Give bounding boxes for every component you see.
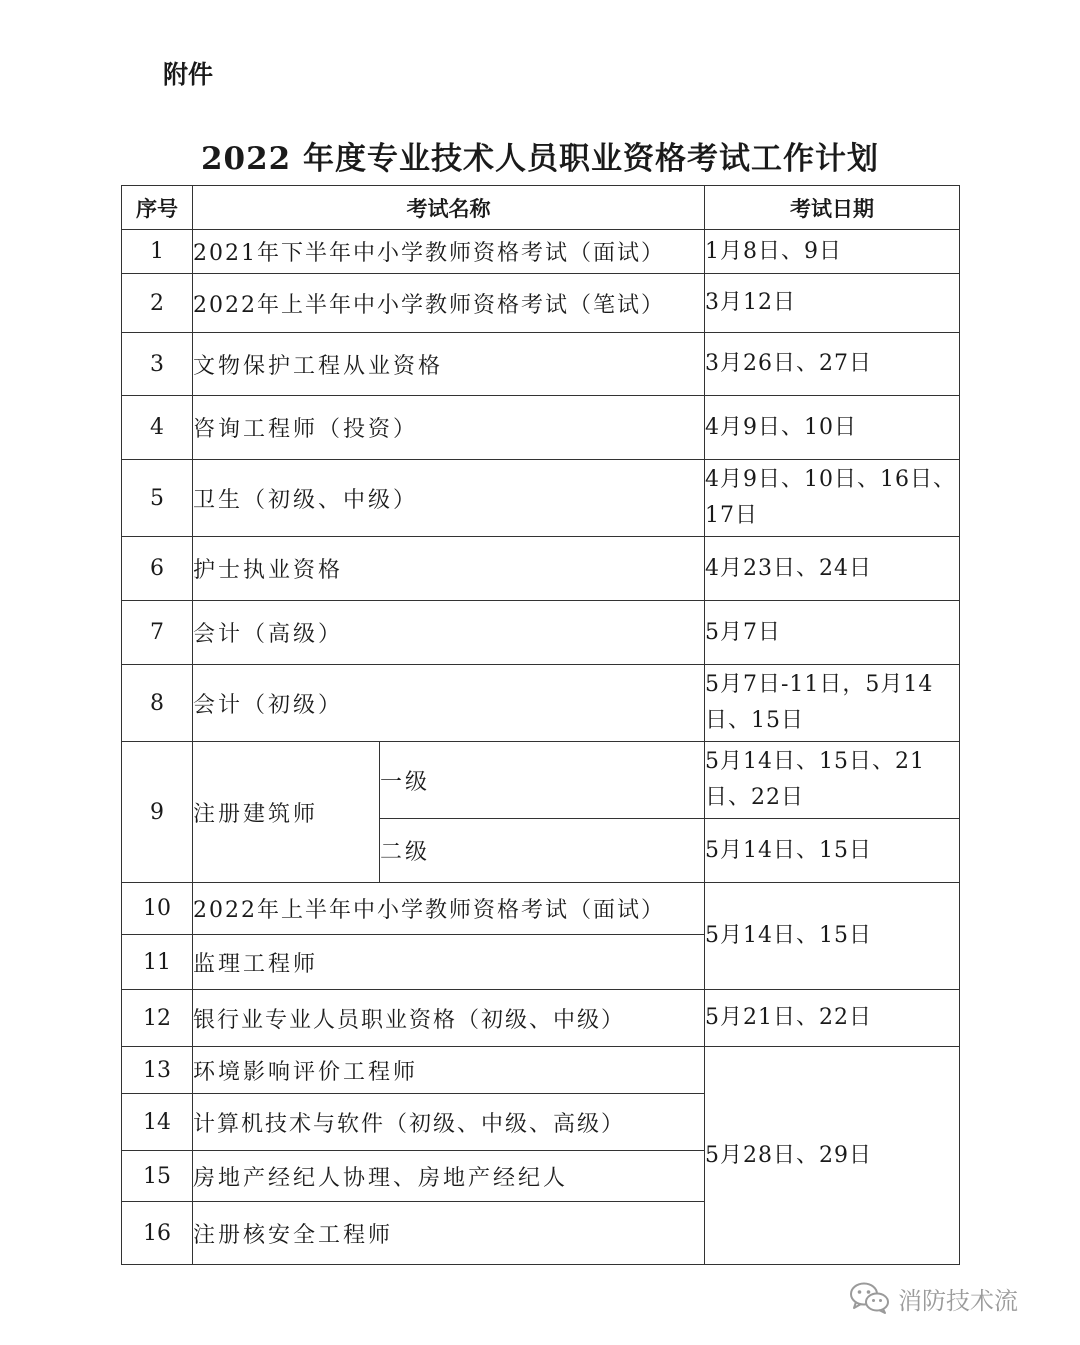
exam-name: 2022年上半年中小学教师资格考试（笔试） bbox=[193, 274, 705, 333]
table-row bbox=[122, 601, 960, 665]
exam-date-shared: 5月14日、15日 bbox=[705, 883, 960, 990]
row-number: 12 bbox=[122, 990, 193, 1047]
exam-name: 监理工程师 bbox=[193, 935, 705, 990]
header-no: 序号 bbox=[122, 186, 193, 230]
row-number: 5 bbox=[122, 460, 193, 537]
exam-name: 咨询工程师（投资） bbox=[193, 396, 705, 460]
table-row bbox=[122, 274, 960, 333]
exam-name: 房地产经纪人协理、房地产经纪人 bbox=[193, 1151, 705, 1202]
table-row bbox=[122, 333, 960, 396]
exam-name: 会计（高级） bbox=[193, 601, 705, 665]
row-number: 2 bbox=[122, 274, 193, 333]
wechat-icon bbox=[848, 1281, 892, 1315]
table-row bbox=[122, 396, 960, 460]
exam-date: 1月8日、9日 bbox=[705, 230, 960, 274]
row-number: 4 bbox=[122, 396, 193, 460]
exam-sublevel: 二级 bbox=[380, 819, 705, 883]
watermark-text: 消防技术流 bbox=[898, 1286, 1018, 1315]
row-number: 14 bbox=[122, 1094, 193, 1151]
exam-sublevel: 一级 bbox=[380, 742, 705, 819]
exam-date: 4月23日、24日 bbox=[705, 537, 960, 601]
table-row bbox=[122, 1047, 960, 1094]
table-row bbox=[122, 537, 960, 601]
attachment-label: 附件 bbox=[163, 60, 214, 89]
exam-date-shared: 5月28日、29日 bbox=[705, 1047, 960, 1265]
exam-name: 卫生（初级、中级） bbox=[193, 460, 705, 537]
exam-name: 环境影响评价工程师 bbox=[193, 1047, 705, 1094]
exam-schedule-table bbox=[121, 185, 960, 1265]
exam-name: 2021年下半年中小学教师资格考试（面试） bbox=[193, 230, 705, 274]
exam-name: 计算机技术与软件（初级、中级、高级） bbox=[193, 1094, 705, 1151]
table-row bbox=[122, 742, 960, 819]
table-row bbox=[122, 665, 960, 742]
exam-date: 4月9日、10日 bbox=[705, 396, 960, 460]
exam-name: 护士执业资格 bbox=[193, 537, 705, 601]
document-title: 2022 年度专业技术人员职业资格考试工作计划 bbox=[200, 141, 880, 177]
exam-date: 5月21日、22日 bbox=[705, 990, 960, 1047]
row-number: 11 bbox=[122, 935, 193, 990]
table-row bbox=[122, 230, 960, 274]
exam-name: 注册核安全工程师 bbox=[193, 1202, 705, 1265]
header-date: 考试日期 bbox=[705, 186, 960, 230]
table-row bbox=[122, 883, 960, 935]
row-number: 10 bbox=[122, 883, 193, 935]
exam-name: 文物保护工程从业资格 bbox=[193, 333, 705, 396]
exam-date: 3月26日、27日 bbox=[705, 333, 960, 396]
table-header-row bbox=[122, 186, 960, 230]
row-number: 9 bbox=[122, 742, 193, 883]
exam-name: 2022年上半年中小学教师资格考试（面试） bbox=[193, 883, 705, 935]
exam-date: 3月12日 bbox=[705, 274, 960, 333]
exam-name: 注册建筑师 bbox=[193, 742, 380, 883]
row-number: 15 bbox=[122, 1151, 193, 1202]
exam-date: 5月7日-11日，5月14日、15日 bbox=[705, 665, 960, 742]
exam-date: 5月14日、15日、21日、22日 bbox=[705, 742, 960, 819]
row-number: 13 bbox=[122, 1047, 193, 1094]
exam-date: 4月9日、10日、16日、17日 bbox=[705, 460, 960, 537]
table-row bbox=[122, 990, 960, 1047]
exam-date: 5月14日、15日 bbox=[705, 819, 960, 883]
watermark bbox=[848, 1280, 1018, 1316]
exam-name: 会计（初级） bbox=[193, 665, 705, 742]
header-name: 考试名称 bbox=[193, 186, 705, 230]
table-row bbox=[122, 460, 960, 537]
row-number: 8 bbox=[122, 665, 193, 742]
exam-date: 5月7日 bbox=[705, 601, 960, 665]
row-number: 3 bbox=[122, 333, 193, 396]
row-number: 7 bbox=[122, 601, 193, 665]
exam-name: 银行业专业人员职业资格（初级、中级） bbox=[193, 990, 705, 1047]
row-number: 6 bbox=[122, 537, 193, 601]
row-number: 16 bbox=[122, 1202, 193, 1265]
row-number: 1 bbox=[122, 230, 193, 274]
